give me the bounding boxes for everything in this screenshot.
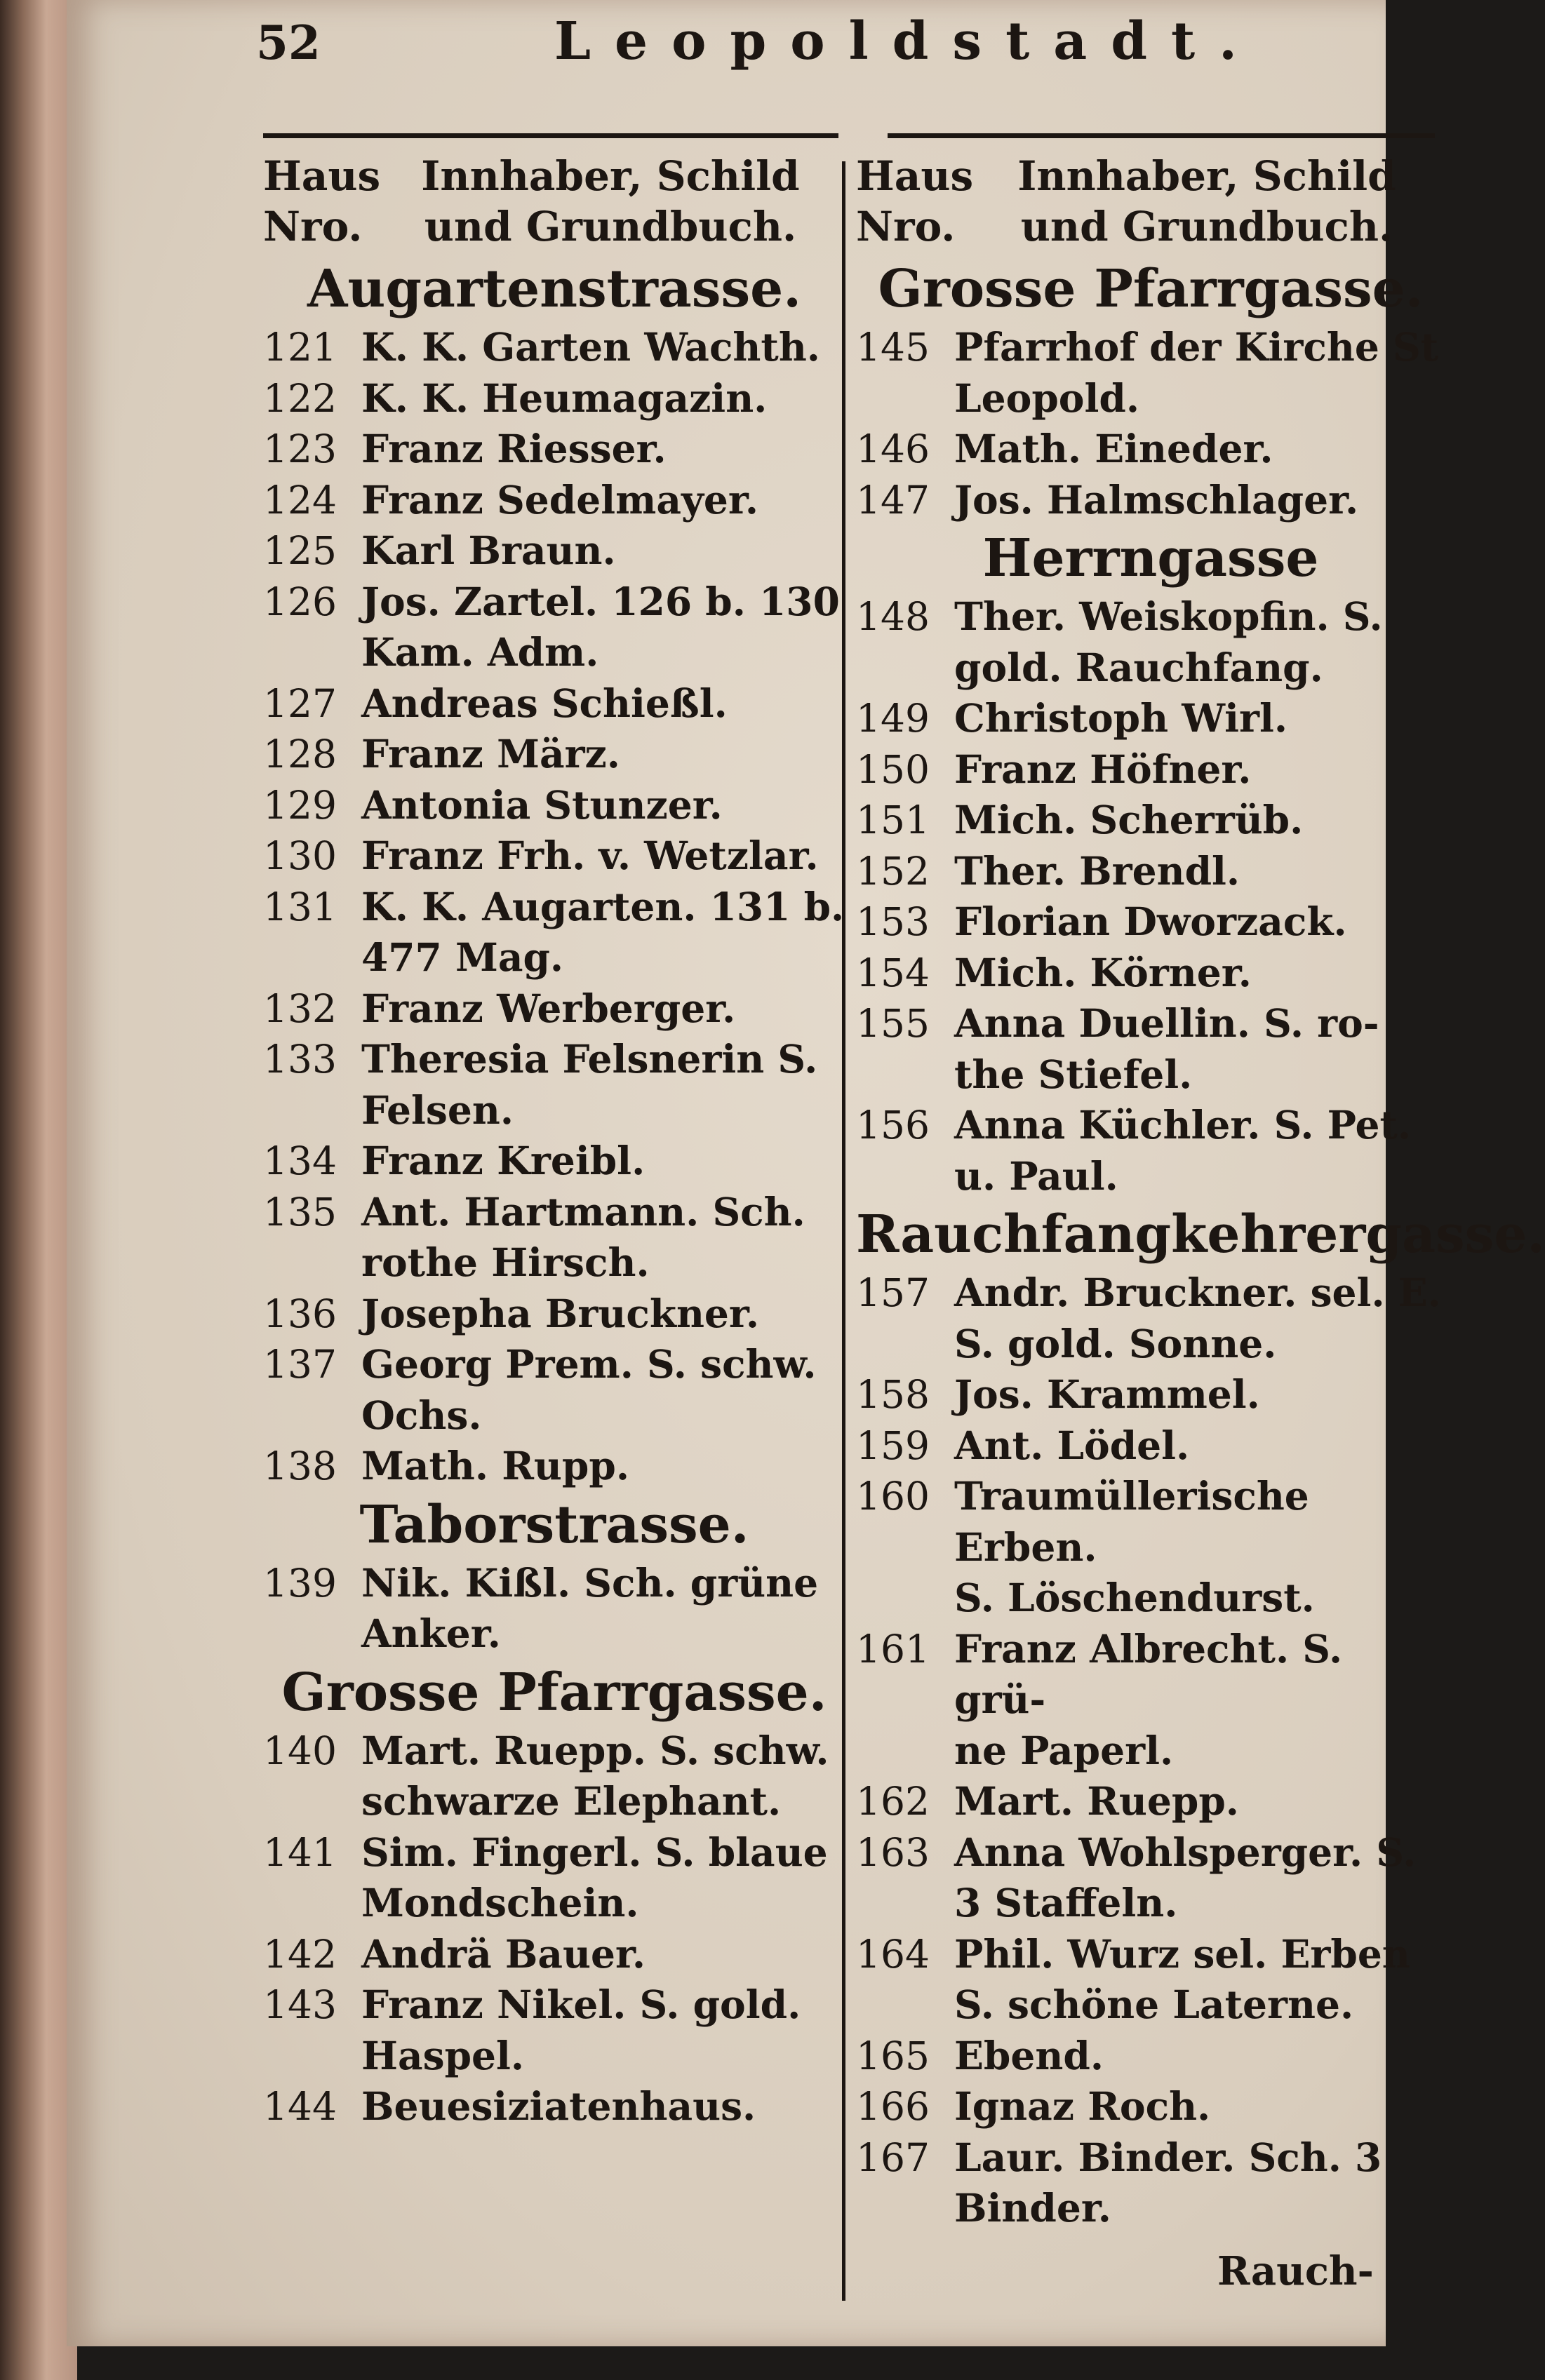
house-entry	[263, 475, 845, 526]
owner-text: Math. Eineder.	[954, 426, 1273, 471]
right-header-rule	[888, 133, 1435, 138]
house-entry	[263, 678, 845, 730]
owner-text: Traumüllerische Erben. S. Löschendurst.	[954, 1473, 1315, 1620]
owner-text: Mart. Ruepp. S. schw. schwarze Elephant.	[361, 1727, 829, 1824]
house-entry	[263, 1929, 845, 1980]
house-number-heading: Haus Nro.	[263, 152, 381, 250]
house-number: 162	[856, 1779, 930, 1824]
house-number: 123	[263, 426, 337, 471]
house-entry	[856, 591, 1445, 693]
house-entry	[263, 1289, 845, 1340]
owner-text: Ignaz Roch.	[954, 2083, 1211, 2129]
right-column-body	[856, 256, 1545, 2234]
house-number: 167	[856, 2134, 930, 2180]
catchword: Rauch-	[1217, 2248, 1374, 2294]
house-number: 147	[856, 477, 930, 523]
left-column	[263, 151, 845, 2132]
owner-text: K. K. Augarten. 131 b. 477 Mag.	[361, 883, 845, 980]
house-number: 158	[856, 1372, 930, 1417]
house-number: 122	[263, 375, 337, 421]
house-number: 131	[263, 884, 337, 929]
house-number: 125	[263, 528, 337, 573]
house-entry	[263, 882, 845, 983]
owner-text: Mich. Körner.	[954, 949, 1252, 995]
owner-text: Ant. Lödel.	[954, 1422, 1190, 1468]
owner-text: Franz Werberger.	[361, 985, 736, 1031]
owner-text: Theresia Felsnerin S. Felsen.	[361, 1036, 818, 1133]
house-number: 164	[856, 1931, 930, 1977]
house-entry	[856, 693, 1445, 744]
house-entry	[856, 1827, 1445, 1929]
owner-text: Karl Braun.	[361, 527, 616, 573]
house-number: 124	[263, 477, 337, 523]
house-number: 121	[263, 325, 337, 370]
owner-text: Christoph Wirl.	[954, 695, 1288, 741]
street-heading: Augartenstrasse.	[307, 259, 801, 319]
house-number: 134	[263, 1138, 337, 1183]
owner-text: Franz Albrecht. S. grü- ne Paperl.	[954, 1625, 1343, 1773]
house-number: 143	[263, 1982, 337, 2027]
house-entry	[263, 525, 845, 577]
house-entry	[263, 729, 845, 780]
house-entry	[856, 1100, 1445, 1202]
owner-text: Georg Prem. S. schw. Ochs.	[361, 1341, 817, 1438]
owner-text: Franz Sedelmayer.	[361, 476, 758, 523]
house-number: 142	[263, 1931, 337, 1977]
owner-text: Franz Höfner.	[954, 746, 1252, 792]
house-number: 139	[263, 1560, 337, 1606]
owner-text: K. K. Heumagazin.	[361, 375, 768, 421]
owner-text: Mich. Scherrüb.	[954, 797, 1304, 842]
house-entry	[856, 1420, 1445, 1472]
owner-text: K. K. Garten Wachth.	[361, 324, 820, 370]
house-number: 159	[856, 1423, 930, 1468]
owner-text: Franz Riesser.	[361, 426, 667, 471]
house-entry	[856, 948, 1445, 999]
house-entry	[263, 1726, 845, 1827]
house-entry	[263, 1034, 845, 1136]
house-entry	[263, 373, 845, 424]
house-entry	[856, 1471, 1445, 1624]
house-number: 166	[856, 2084, 930, 2129]
house-number: 157	[856, 1270, 930, 1315]
house-number: 138	[263, 1444, 337, 1488]
house-number: 149	[856, 696, 930, 741]
house-entry	[263, 1558, 845, 1660]
street-heading: Grosse Pfarrgasse.	[878, 259, 1424, 319]
owner-text: Florian Dworzack.	[954, 899, 1347, 944]
owner-text: Pfarrhof der Kirche St Leopold.	[954, 324, 1439, 421]
house-number: 128	[263, 732, 337, 776]
house-number: 140	[263, 1728, 337, 1773]
left-header-rule	[263, 133, 838, 138]
house-number: 133	[263, 1037, 337, 1082]
book-page	[67, 0, 1545, 2346]
house-entry	[263, 1979, 845, 2081]
owner-heading: Innhaber, Schild und Grundbuch.	[421, 152, 800, 250]
house-number-heading: Haus Nro.	[856, 152, 974, 250]
owner-text: Franz Frh. v. Wetzlar.	[361, 833, 819, 878]
house-number: 156	[856, 1103, 930, 1148]
house-entry	[856, 998, 1445, 1100]
owner-text: Sim. Fingerl. S. blaue Mondschein.	[361, 1829, 828, 1925]
owner-text: Ther. Brendl.	[954, 847, 1240, 894]
house-entry	[263, 1339, 845, 1441]
house-entry	[856, 475, 1445, 526]
house-entry	[856, 322, 1445, 424]
house-number: 137	[263, 1342, 337, 1387]
owner-text: Jos. Halmschlager.	[954, 476, 1359, 523]
page-number: 52	[256, 15, 321, 70]
owner-text: Anna Wohlsperger. S. 3 Staffeln.	[954, 1829, 1417, 1925]
house-number: 132	[263, 986, 337, 1031]
house-number: 160	[856, 1474, 930, 1519]
house-number: 130	[263, 833, 337, 878]
column-header	[263, 151, 845, 256]
house-number: 161	[856, 1626, 930, 1672]
house-number: 129	[263, 782, 337, 828]
house-entry	[856, 1624, 1445, 1777]
house-entry	[856, 846, 1445, 897]
house-entry	[856, 424, 1445, 475]
house-entry	[856, 2031, 1445, 2082]
owner-heading: Innhaber, Schild und Grundbuch.	[1017, 152, 1396, 250]
house-entry	[856, 1776, 1445, 1827]
owner-text: Ant. Hartmann. Sch. rothe Hirsch.	[361, 1188, 805, 1285]
house-number: 126	[263, 579, 337, 624]
owner-text: Anna Küchler. S. Pet. u. Paul.	[954, 1102, 1412, 1199]
house-number: 153	[856, 899, 930, 944]
owner-text: Anna Duellin. S. ro- the Stiefel.	[954, 1000, 1379, 1097]
column-header	[856, 151, 1445, 256]
house-number: 135	[263, 1189, 337, 1235]
house-number: 154	[856, 950, 930, 995]
owner-text: Jos. Krammel.	[954, 1371, 1260, 1417]
house-number: 155	[856, 1001, 930, 1046]
house-number: 148	[856, 594, 930, 639]
house-entry	[856, 744, 1445, 795]
running-title: Leopoldstadt.	[554, 11, 1261, 72]
owner-text: Franz März.	[361, 731, 620, 776]
owner-text: Andrä Bauer.	[361, 1930, 646, 1977]
house-entry	[263, 983, 845, 1035]
house-entry	[263, 2081, 845, 2132]
owner-text: Mart. Ruepp.	[954, 1778, 1239, 1824]
owner-text: Nik. Kißl. Sch. grüne Anker.	[361, 1559, 819, 1656]
owner-text: Franz Kreibl.	[361, 1138, 646, 1183]
house-entry	[856, 1369, 1445, 1420]
street-heading: Rauchfangkehrergasse.	[856, 1204, 1545, 1265]
owner-text: Laur. Binder. Sch. 3 Binder.	[954, 2134, 1382, 2231]
house-entry	[856, 1268, 1445, 1369]
left-column-body	[263, 256, 845, 2132]
house-entry	[263, 831, 845, 882]
house-number: 141	[263, 1829, 337, 1875]
house-entry	[856, 896, 1445, 948]
house-number: 165	[856, 2033, 930, 2078]
house-entry	[856, 1929, 1445, 2031]
page-header	[189, 6, 1382, 72]
house-number: 136	[263, 1291, 337, 1336]
house-entry	[263, 424, 845, 475]
book-spine-edge	[0, 0, 77, 2380]
owner-text: Ebend.	[954, 2032, 1104, 2078]
street-heading: Herrngasse	[982, 528, 1319, 589]
house-entry	[263, 780, 845, 831]
owner-text: Math. Rupp.	[361, 1443, 629, 1488]
owner-text: Phil. Wurz sel. Erben S. schöne Laterne.	[954, 1930, 1410, 2027]
owner-text: Josepha Bruckner.	[361, 1290, 759, 1336]
street-heading: Taborstrasse.	[359, 1494, 749, 1555]
house-entry	[263, 577, 845, 678]
house-number: 144	[263, 2084, 337, 2129]
house-entry	[263, 1827, 845, 1929]
house-entry	[263, 1441, 845, 1492]
house-number: 145	[856, 325, 930, 370]
owner-text: Andr. Bruckner. sel. E. S. gold. Sonne.	[954, 1270, 1441, 1366]
house-entry	[263, 322, 845, 373]
owner-text: Andreas Schießl.	[361, 680, 728, 726]
owner-text: Ther. Weiskopfin. S. gold. Rauchfang.	[954, 593, 1383, 690]
house-number: 152	[856, 848, 930, 894]
house-number: 150	[856, 746, 930, 792]
house-number: 163	[856, 1829, 930, 1875]
owner-text: Franz Nikel. S. gold. Haspel.	[361, 1982, 801, 2078]
house-number: 151	[856, 798, 930, 842]
right-column	[856, 151, 1545, 2234]
house-entry	[856, 2081, 1445, 2132]
house-entry	[263, 1136, 845, 1187]
house-number: 127	[263, 680, 337, 726]
house-entry	[263, 1187, 845, 1289]
house-entry	[856, 795, 1445, 846]
owner-text: Beuesiziatenhaus.	[361, 2083, 756, 2129]
owner-text: Antonia Stunzer.	[361, 781, 723, 828]
house-number: 146	[856, 426, 930, 471]
house-entry	[856, 2132, 1445, 2234]
owner-text: Jos. Zartel. 126 b. 130 Kam. Adm.	[361, 578, 840, 675]
street-heading: Grosse Pfarrgasse.	[281, 1662, 827, 1723]
